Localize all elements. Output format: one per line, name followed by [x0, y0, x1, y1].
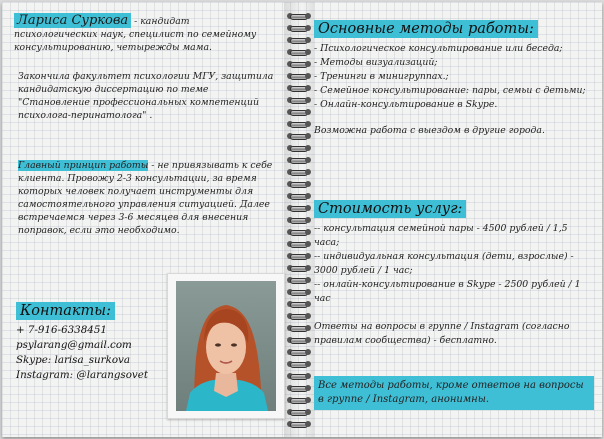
free-answers-note: Ответы на вопросы в группе / Instagram (согласно правилам сообщества) - бесплатно. — [314, 321, 570, 346]
price-item: -- консультация семейной пары - 4500 рублей / 1,5 часа; — [314, 223, 568, 248]
contact-skype[interactable]: Skype: larisa_surkova — [16, 354, 130, 366]
anonymity-note: Все методы работы, кроме ответов на вопросы в группе / Instagram, анонимны. — [314, 376, 594, 410]
right-page — [312, 8, 596, 433]
portrait-photo — [176, 281, 276, 411]
method-item: - Семейное консультирование: пары, семьи с детьми; — [314, 85, 586, 96]
pricing-title: Стоимость услуг: — [314, 200, 466, 218]
notebook-spread — [2, 2, 602, 437]
principle-label: Главный принцип работы — [18, 160, 149, 171]
principle-text: - не привязывать к себе клиента. Провожу 2-3 консультации, за время которых человек получает инструменты для самостоятельного управления ситуацией. Далее встречаемся через 3-6 месяцев для внесения поправок, если это необходимо. — [18, 160, 273, 236]
contacts-block — [16, 300, 166, 383]
method-item: - Методы визуализаций; — [314, 57, 438, 68]
contact-email[interactable]: psylarang@gmail.com — [16, 339, 132, 351]
methods-title: Основные методы работы: — [314, 20, 538, 38]
method-item: - Психологическое консультирование или беседа; — [314, 43, 563, 54]
photo-of-woman-icon — [176, 281, 276, 411]
pricing-section — [314, 198, 594, 348]
methods-section — [314, 18, 594, 138]
contact-instagram[interactable]: Instagram: @larangsovet — [16, 369, 148, 381]
spiral-binding — [286, 8, 312, 433]
author-name: Лариса Суркова — [14, 13, 131, 28]
portrait-photo-frame — [167, 273, 285, 419]
intro-paragraph — [14, 14, 276, 54]
price-item: -- индивидуальная консультация (дети, взрослые) - 3000 рублей / 1 час; — [314, 251, 574, 276]
intro-text: - кандидат психологических наук, специлист по семейному консультированию, четырежды мама. — [14, 16, 257, 53]
method-item: - Тренинги в минигруппах.; — [314, 71, 449, 82]
contacts-title: Контакты: — [16, 302, 115, 320]
method-item: - Онлайн-консультирование в Skype. — [314, 99, 498, 110]
price-item: -- онлайн-консультирование в Skype - 2500 рублей / 1 час — [314, 279, 581, 304]
travel-note: Возможна работа с выездом в другие города. — [314, 125, 545, 136]
principle-paragraph — [18, 159, 280, 237]
education-paragraph: Закончила факультет психологии МГУ, защитила кандидатскую диссертацию по теме "Становление профессиональных компетенций психолога-перинатолога" . — [18, 71, 274, 121]
contact-phone[interactable]: + 7-916-6338451 — [16, 324, 107, 336]
left-page — [10, 8, 284, 433]
